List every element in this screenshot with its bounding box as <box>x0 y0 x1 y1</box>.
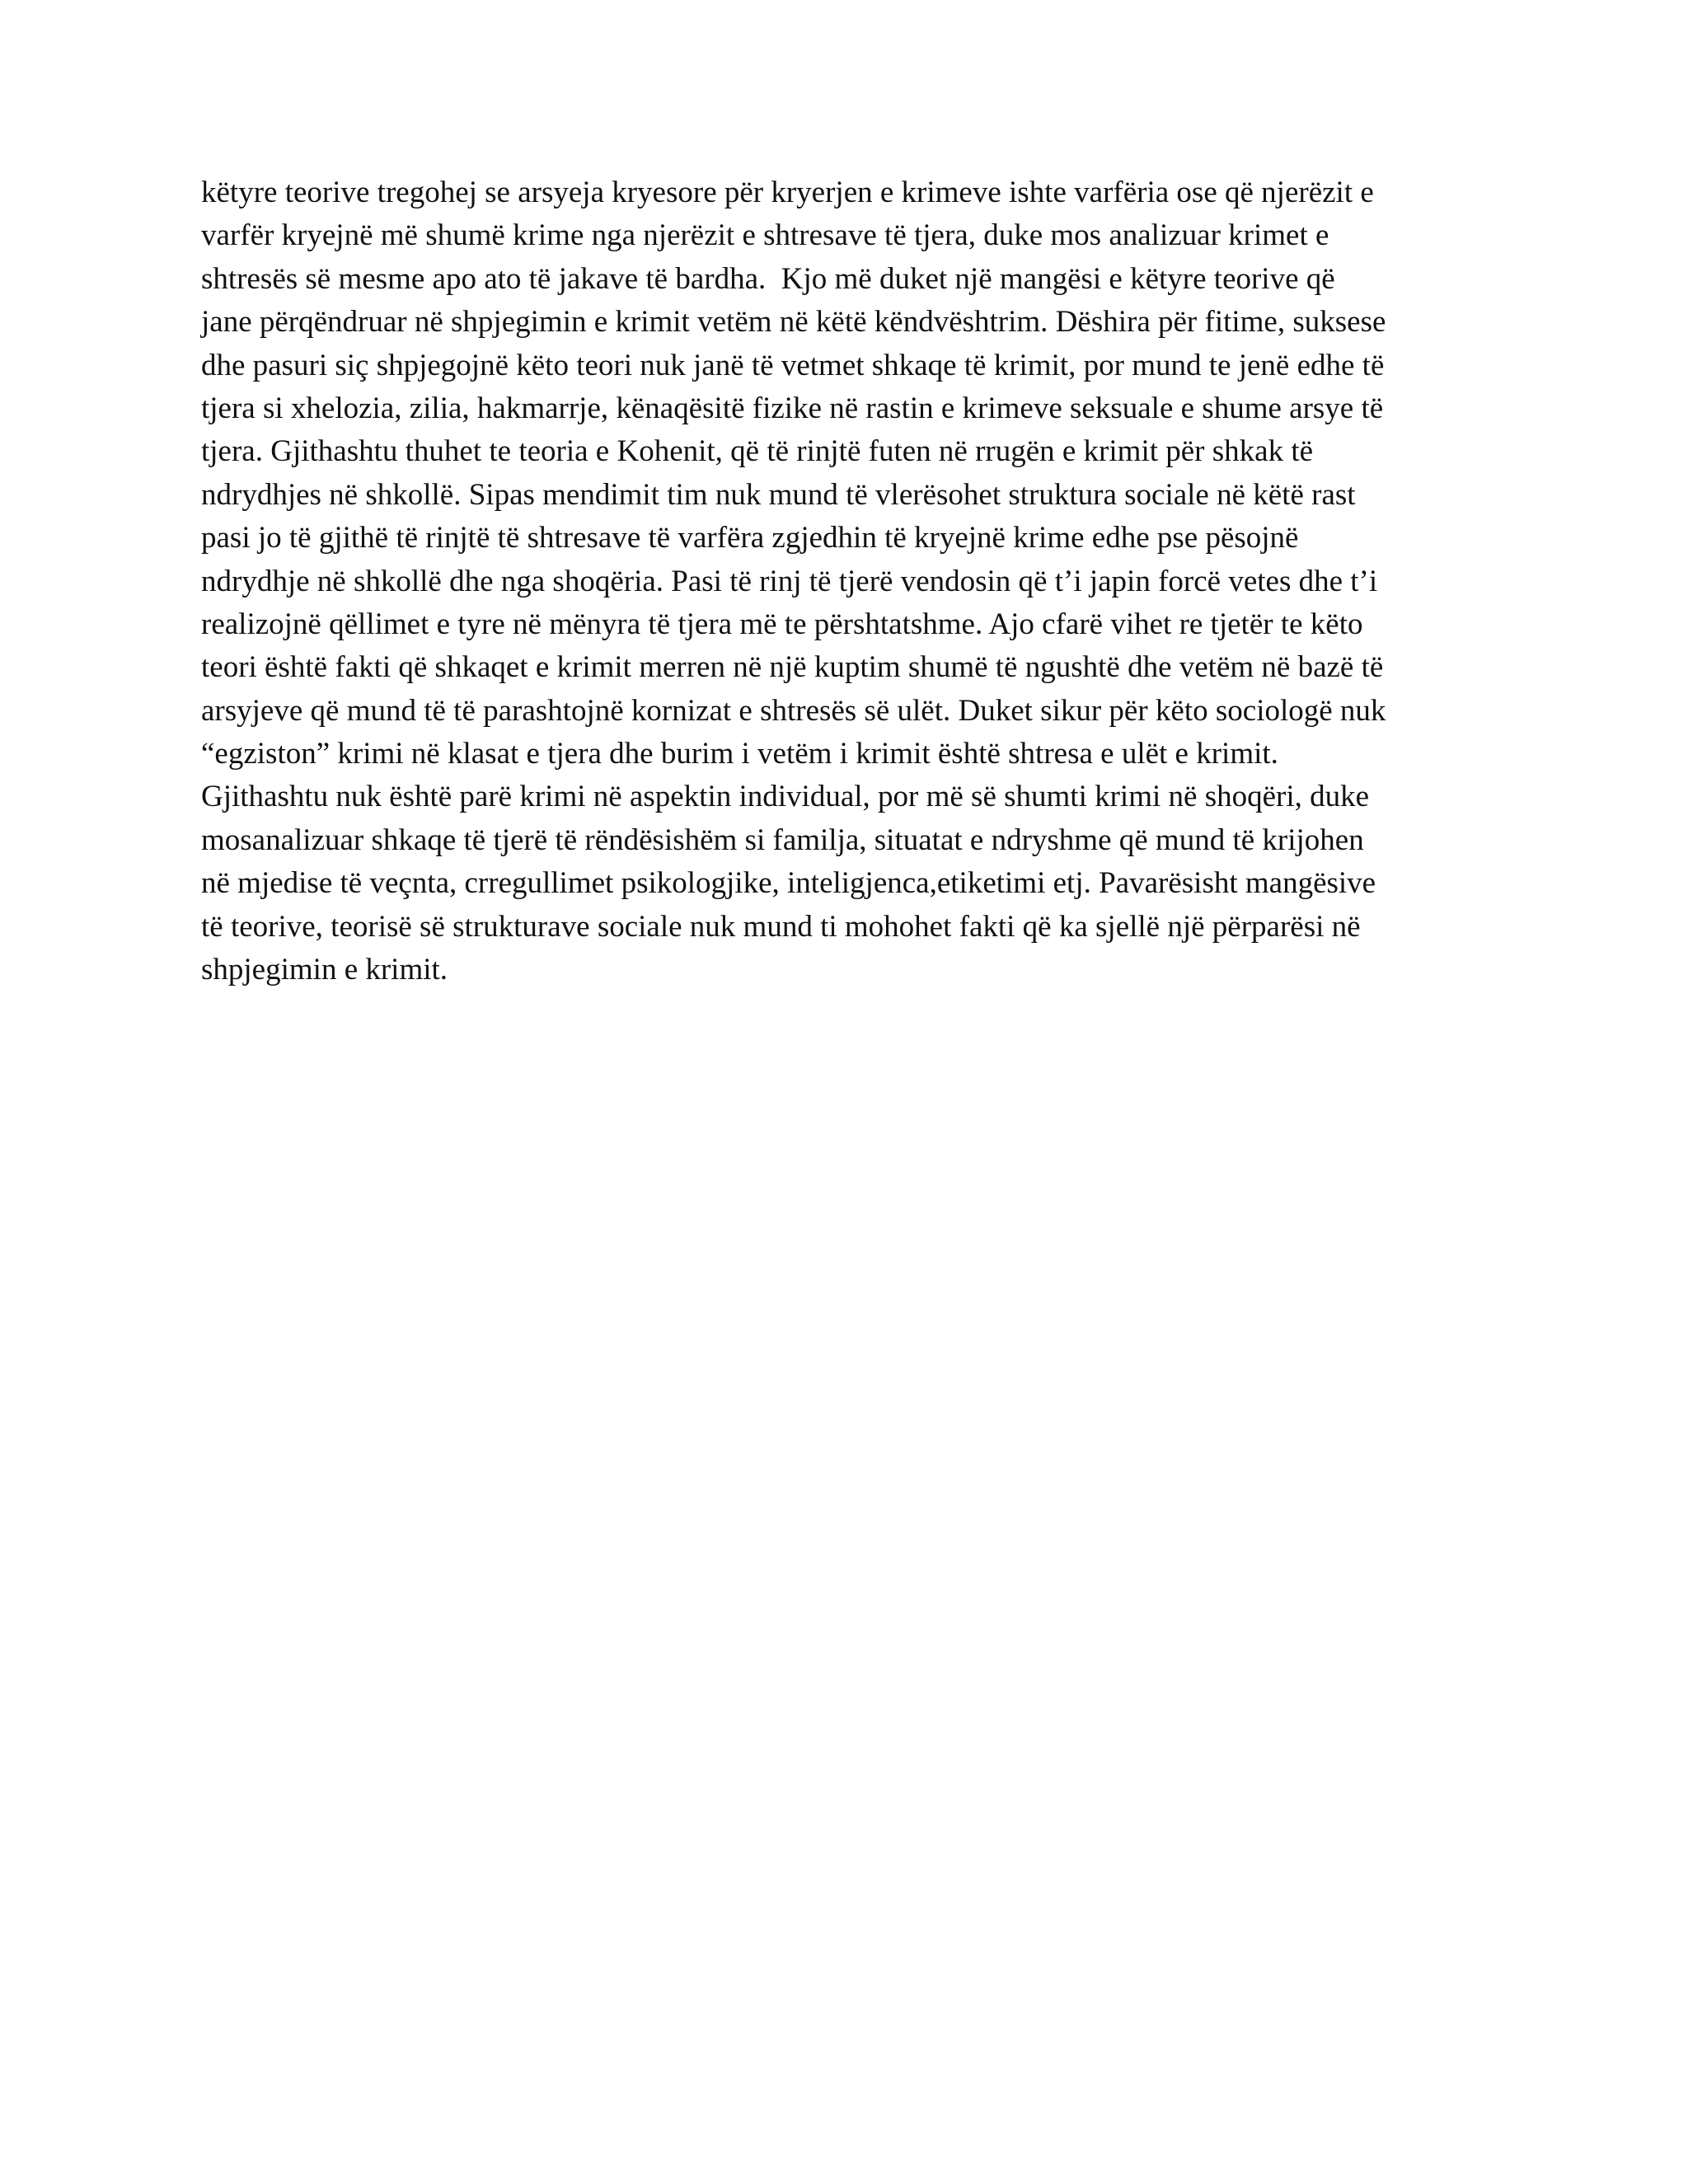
paragraph-line: Gjithashtu nuk është parë krimi në aspektin individual, por më së shumti krimi në shoqëri, duke <box>201 780 1370 814</box>
paragraph-line: pasi jo të gjithë të rinjtë të shtresave të varfëra zgjedhin të kryejnë krime edhe pse pësojnë <box>201 521 1299 555</box>
paragraph-line: shtresës së mesme apo ato të jakave të bardha. Kjo më duket një mangësi e këtyre teorive që <box>201 261 1335 296</box>
paragraph-line: mosanalizuar shkaqe të tjerë të rëndësishëm si familja, situatat e ndryshme që mund të krijohen <box>201 823 1364 857</box>
paragraph-line: jane përqëndruar në shpjegimin e krimit vetëm në këtë këndvështrim. Dëshira për fitime, suksese <box>201 305 1386 340</box>
paragraph-line: realizojnë qëllimet e tyre në mënyra të tjera më te përshtatshme. Ajo cfarë vihet re tjetër te këto <box>201 607 1363 641</box>
paragraph-line: dhe pasuri siç shpjegojnë këto teori nuk janë të vetmet shkaqe të krimit, por mund te jenë edhe të <box>201 348 1385 382</box>
paragraph-line: teori është fakti që shkaqet e krimit merren në një kuptim shumë të ngushtë dhe vetëm në bazë të <box>201 650 1384 685</box>
paragraph-line: ndrydhjes në shkollë. Sipas mendimit tim nuk mund të vlerësohet struktura sociale në këtë rast <box>201 477 1356 512</box>
paragraph-line: shpjegimin e krimit. <box>201 953 448 987</box>
paragraph-line: në mjedise të veçnta, crregullimet psikologjike, inteligjenca,etiketimi etj. Pavarësisht mangësive <box>201 866 1376 901</box>
paragraph-line: këtyre teorive tregohej se arsyeja kryesore për kryerjen e krimeve ishte varfëria ose që njerëzit e <box>201 176 1374 209</box>
paragraph-line: “egziston” krimi në klasat e tjera dhe burim i vetëm i krimit është shtresa e ulët e krimit. <box>201 737 1278 771</box>
paragraph-line: ndrydhje në shkollë dhe nga shoqëria. Pasi të rinj të tjerë vendosin që t’i japin forcë vetes dhe t’i <box>201 564 1378 598</box>
body-paragraph <box>201 171 1520 991</box>
paragraph-line: të teorive, teorisë së strukturave sociale nuk mund ti mohohet fakti që ka sjellë një përparësi në <box>201 909 1361 944</box>
paragraph-line: tjera si xhelozia, zilia, hakmarrje, kënaqësitë fizike në rastin e krimeve seksuale e shume arsye të <box>201 391 1384 425</box>
paragraph-line: arsyjeve që mund të të parashtojnë kornizat e shtresës së ulët. Duket sikur për këto sociologë nuk <box>201 693 1386 728</box>
paragraph-line: tjera. Gjithashtu thuhet te teoria e Kohenit, që të rinjtë futen në rrugën e krimit për shkak të <box>201 434 1314 469</box>
paragraph-line: varfër kryejnë më shumë krime nga njerëzit e shtresave të tjera, duke mos analizuar krimet e <box>201 218 1329 253</box>
